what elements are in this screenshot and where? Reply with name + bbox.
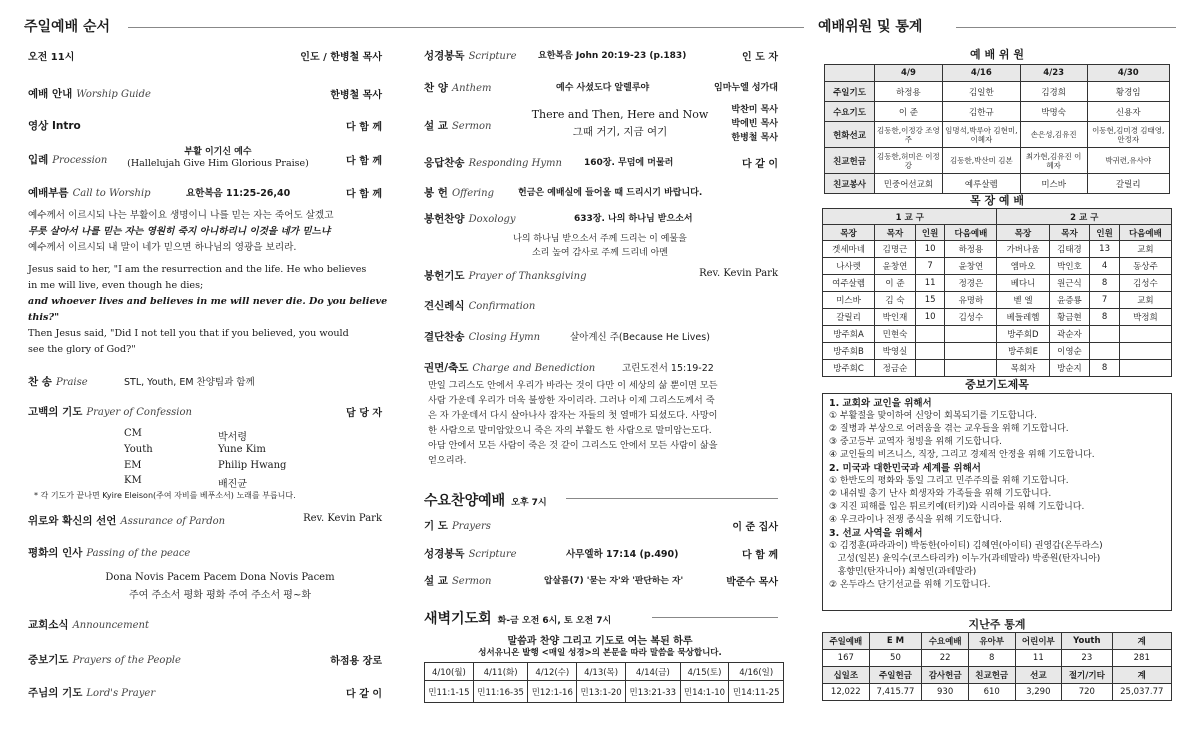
order-item-right: 다 같 이 <box>346 689 382 700</box>
mokjang-cell: 미스바 <box>823 292 875 309</box>
stats-value: 8 <box>968 650 1015 667</box>
committee-cell: 이 준 <box>875 102 943 122</box>
mokjang-cell: 갈릴리 <box>823 309 875 326</box>
mokjang-cell: 유명하 <box>945 292 997 309</box>
prayer-item: ④ 우크라이나 전쟁 종식을 위해 기도합니다. <box>829 515 1003 525</box>
order-item: 찬 양 Anthem <box>424 82 492 94</box>
mokjang-cell: 이 준 <box>875 275 916 292</box>
mokjang-cell: 8 <box>1090 309 1120 326</box>
mokjang-cell <box>945 343 997 360</box>
scripture-ref: 요한복음 John 20:19-23 (p.183) <box>538 51 687 61</box>
order-item-right: 한병철 목사 <box>330 90 382 101</box>
stats-header: 계 <box>1112 633 1171 650</box>
dawn-ref: 민13:21-33 <box>626 681 681 703</box>
mokjang-cell <box>1090 343 1120 360</box>
dawn-ref: 민14:11-25 <box>729 681 784 703</box>
dawn-ref: 민13:1-20 <box>577 681 626 703</box>
mokjang-cell <box>915 360 945 377</box>
committee-cell: 임명석,박루아 김현미,이혜자 <box>942 122 1020 148</box>
mokjang-cell: 박영실 <box>875 343 916 360</box>
stats-header: 주일헌금 <box>869 667 922 684</box>
preacher: 박에빈 목사 <box>731 119 778 129</box>
mokjang-group: 1 교 구 <box>823 209 997 225</box>
hymn-number: 160장. 무덤에 머물러 <box>584 158 674 168</box>
order-item: 견신례식 Confirmation <box>424 300 536 312</box>
scripture-en: Jesus said to her, "I am the resurrection and the life. He who believes in me will live, even though he dies; and whoever lives and believes in me will never die. Do you believe this?" Then Jesus said, "Did I not tell you that if you believed, you would see the glory of God?" <box>28 264 388 355</box>
committee-title: 예 배 위 원 <box>970 48 1024 61</box>
order-item-right: 임마누엘 성가대 <box>714 83 778 93</box>
stats-header: 어린이부 <box>1015 633 1062 650</box>
mokjang-cell: 10 <box>915 309 945 326</box>
order-item: 고백의 기도 Prayer of Confession <box>28 406 192 418</box>
stats-value: 3,290 <box>1015 684 1062 701</box>
order-item-right: 인 도 자 <box>742 52 778 63</box>
stats-value: 50 <box>869 650 922 667</box>
mokjang-cell: 방주회A <box>823 326 875 343</box>
stats-header: Youth <box>1062 633 1112 650</box>
mokjang-cell: 방주회C <box>823 360 875 377</box>
stats-value: 930 <box>922 684 969 701</box>
mokjang-table <box>822 208 1172 377</box>
confession-group: Youth <box>124 444 153 455</box>
committee-cell: 황경임 <box>1087 82 1170 102</box>
mokjang-cell <box>915 326 945 343</box>
confession-group: EM <box>124 460 142 471</box>
offering-note: 헌금은 예배실에 들어올 때 드리시기 바랍니다. <box>518 188 703 198</box>
mokjang-header: 다음예배 <box>945 225 997 241</box>
sermon-title-ko: 그때 거기, 지금 여기 <box>572 126 668 138</box>
service-leader: 인도 / 한병철 목사 <box>300 52 382 63</box>
stats-header: E M <box>869 633 922 650</box>
order-item: 주님의 기도 Lord's Prayer <box>28 687 156 699</box>
mokjang-cell <box>1119 343 1171 360</box>
mokjang-cell: 여주살렘 <box>823 275 875 292</box>
mokjang-cell: 11 <box>915 275 945 292</box>
confession-name: Yune Kim <box>218 444 266 455</box>
committee-cell: 민중어선교회 <box>875 174 943 194</box>
mokjang-cell: 하정용 <box>945 241 997 258</box>
order-item-right: 다 함 께 <box>346 189 382 200</box>
dawn-date: 4/10(월) <box>425 663 474 681</box>
mokjang-cell: 김성수 <box>1119 275 1171 292</box>
section-rule <box>956 27 1176 28</box>
mokjang-cell: 방주회B <box>823 343 875 360</box>
committee-date: 4/23 <box>1020 65 1087 82</box>
committee-cell: 김동한,박산미 김본 <box>942 148 1020 174</box>
mokjang-cell <box>945 360 997 377</box>
preacher: 한병철 목사 <box>731 133 778 143</box>
doxology-hymn: 633장. 나의 하나님 받으소서 <box>574 214 693 224</box>
committee-cell: 하정용 <box>875 82 943 102</box>
section-title-wednesday: 수요찬양예배 오후 7시 <box>424 493 547 509</box>
sermon-title-en: There and Then, Here and Now <box>531 108 709 121</box>
mokjang-cell: 겟세마네 <box>823 241 875 258</box>
praise-detail: STL, Youth, EM 찬양팀과 함께 <box>124 377 255 388</box>
committee-cell: 미스바 <box>1020 174 1087 194</box>
wed-sermon: 압살롬(7) '묻는 자'와 '판단하는 자' <box>544 576 684 586</box>
procession-title: 부활 이기신 예수 <box>184 147 252 157</box>
preacher: 박찬미 목사 <box>731 105 778 115</box>
stats-value: 22 <box>922 650 969 667</box>
order-item: 설 교 Sermon <box>424 575 492 587</box>
dawn-date: 4/12(수) <box>528 663 577 681</box>
stats-header: 수요예배 <box>922 633 969 650</box>
mokjang-header: 인원 <box>915 225 945 241</box>
dawn-date: 4/14(금) <box>626 663 681 681</box>
mokjang-cell: 벧 엘 <box>997 292 1049 309</box>
stats-value: 281 <box>1112 650 1171 667</box>
mokjang-cell: 이영순 <box>1049 343 1090 360</box>
committee-cell: 최가현,김유진 이혜자 <box>1020 148 1087 174</box>
charge-text: 만일 그리스도 안에서 우리가 바라는 것이 다만 이 세상의 삶 뿐이면 모든 사람 가운데 우리가 더욱 불쌍한 자이리라. 그러나 이제 그리스도께서 죽 은 자 가운데서 다시 살아나사 잠자는 자들의 첫 열매가 되셨도다. 사망이 한 사람으로 말미암았으니 죽은 자의 부활도 한 사람으로 말미암는도다. 아담 안에서 모든 사람이 죽은 것 같이 그리스도 안에서 모든 사람이 삶을 얻으리라. <box>428 380 718 466</box>
prayer-item: ④ 교인들의 비즈니스, 직장, 그리고 경제적 안정을 위해 기도합니다. <box>829 450 1095 460</box>
peace-line: Dona Novis Pacem Pacem Dona Novis Pacem <box>105 572 335 583</box>
stats-value: 7,415.77 <box>869 684 922 701</box>
dawn-table <box>424 662 784 703</box>
mokjang-header: 목장 <box>823 225 875 241</box>
mokjang-cell: 7 <box>1090 292 1120 309</box>
committee-date: 4/9 <box>875 65 943 82</box>
doxology-line: 나의 하나님 받으소서 주께 드리는 이 예물을 <box>513 234 687 244</box>
prayer-item: ② 온두라스 단기선교를 위해 기도합니다. <box>829 580 991 590</box>
mokjang-cell: 윤창연 <box>875 258 916 275</box>
mokjang-cell: 윤창연 <box>945 258 997 275</box>
dawn-ref: 민12:1-16 <box>528 681 577 703</box>
mokjang-cell: 민현숙 <box>875 326 916 343</box>
prayer-item: 고성(일본) 윤익수(코스타리카) 이누가(과테말라) 박종원(탄자니아) <box>829 554 1101 564</box>
mokjang-cell: 목회자 <box>997 360 1049 377</box>
order-item: 위로와 확신의 선언 Assurance of Pardon <box>28 515 226 527</box>
mokjang-group: 2 교 구 <box>997 209 1172 225</box>
stats-value: 23 <box>1062 650 1112 667</box>
confession-group: CM <box>124 428 142 439</box>
prayer-item: ① 부활절을 맞이하여 신앙이 회복되기를 기도합니다. <box>829 411 1037 421</box>
order-item-right: 이 준 집사 <box>732 522 778 533</box>
prayer-section-heading: 2. 미국과 대한민국과 세계를 위해서 <box>829 463 981 474</box>
committee-cell: 이동현,김미경 김태영,안정자 <box>1087 122 1170 148</box>
prayer-item: ② 질병과 부상으로 어려움을 겪는 교우들을 위해 기도합니다. <box>829 424 1069 434</box>
prayer-item: ② 내쉬빌 총기 난사 희생자와 가족들을 위해 기도합니다. <box>829 489 1052 499</box>
prayer-item: 홍향민(탄자니아) 최형민(과테말라) <box>829 567 977 577</box>
stats-value: 11 <box>1015 650 1062 667</box>
order-item: 중보기도 Prayers of the People <box>28 654 181 666</box>
stats-value: 610 <box>968 684 1015 701</box>
committee-role: 친교봉사 <box>825 174 875 194</box>
prayer-item: ③ 지진 피해를 입은 튀르키예(터키)와 시리아를 위해 기도합니다. <box>829 502 1085 512</box>
confession-name: Philip Hwang <box>218 460 287 471</box>
anthem-title: 예수 사셨도다 알렐루야 <box>556 83 650 93</box>
mokjang-cell: 박인호 <box>1049 258 1090 275</box>
prayer-item: ① 한반도의 평화와 통일 그리고 민주주의를 위해 기도합니다. <box>829 476 1069 486</box>
committee-cell: 박명숙 <box>1020 102 1087 122</box>
order-item-right: 다 함 께 <box>346 122 382 133</box>
committee-date: 4/16 <box>942 65 1020 82</box>
section-title-sunday: 주일예배 순서 <box>24 19 111 35</box>
order-item: 설 교 Sermon <box>424 120 492 132</box>
mokjang-cell: 김명근 <box>875 241 916 258</box>
committee-cell: 신용자 <box>1087 102 1170 122</box>
committee-table <box>824 64 1170 194</box>
section-rule <box>128 27 804 28</box>
prayer-box <box>822 393 1172 611</box>
mokjang-cell <box>1119 326 1171 343</box>
committee-cell: 김동한,이정강 조영주 <box>875 122 943 148</box>
order-item-right: Rev. Kevin Park <box>303 513 382 524</box>
stats-header: 선교 <box>1015 667 1062 684</box>
mokjang-cell <box>945 326 997 343</box>
committee-cell: 김일한 <box>942 82 1020 102</box>
mokjang-cell: 4 <box>1090 258 1120 275</box>
stats-header: 주일예배 <box>823 633 870 650</box>
order-item-right: 박준수 목사 <box>726 577 778 588</box>
committee-role: 주일기도 <box>825 82 875 102</box>
dawn-line: 성서유니온 발행 <매일 성경>의 본문을 따라 말씀을 묵상합니다. <box>478 648 722 658</box>
committee-cell: 김한규 <box>942 102 1020 122</box>
mokjang-cell: 윤증룡 <box>1049 292 1090 309</box>
mokjang-cell <box>1119 360 1171 377</box>
section-rule <box>566 498 778 499</box>
mokjang-cell: 교회 <box>1119 241 1171 258</box>
stats-header: 감사헌금 <box>922 667 969 684</box>
stats-header: 계 <box>1112 667 1171 684</box>
confession-group: KM <box>124 475 142 486</box>
stats-header: 유아부 <box>968 633 1015 650</box>
procession-subtitle: (Hallelujah Give Him Glorious Praise) <box>127 158 309 169</box>
call-scripture: 요한복음 11:25-26,40 <box>186 188 291 199</box>
section-rule <box>652 617 778 618</box>
mokjang-cell: 엠마오 <box>997 258 1049 275</box>
order-item: 찬 송 Praise <box>28 376 88 388</box>
mokjang-header: 인원 <box>1090 225 1120 241</box>
doxology-line: 소리 높여 감사로 주께 드리네 아멘 <box>531 248 669 258</box>
section-title-dawn: 새벽기도회 화-금 오전 6시, 토 오전 7시 <box>424 611 612 627</box>
committee-cell: 갈릴리 <box>1087 174 1170 194</box>
stats-value: 167 <box>823 650 870 667</box>
committee-cell: 예루살렘 <box>942 174 1020 194</box>
charge-ref: 고린도전서 15:19-22 <box>622 363 714 374</box>
order-item: 응답찬송 Responding Hymn <box>424 157 562 169</box>
order-item: 결단찬송 Closing Hymn <box>424 331 541 343</box>
peace-line: 주여 주소서 평화 평화 주여 주소서 평~화 <box>128 590 311 601</box>
mokjang-cell: 원근식 <box>1049 275 1090 292</box>
order-item-right: Rev. Kevin Park <box>699 268 778 279</box>
dawn-ref: 민11:1-15 <box>425 681 474 703</box>
committee-role: 수요기도 <box>825 102 875 122</box>
mokjang-cell: 김태경 <box>1049 241 1090 258</box>
mokjang-cell: 나사렛 <box>823 258 875 275</box>
mokjang-cell: 방주회D <box>997 326 1049 343</box>
dawn-date: 4/11(화) <box>473 663 528 681</box>
mokjang-cell: 15 <box>915 292 945 309</box>
mokjang-cell: 8 <box>1090 275 1120 292</box>
stats-header: 십일조 <box>823 667 870 684</box>
dawn-date: 4/15(토) <box>680 663 729 681</box>
order-item: 평화의 인사 Passing of the peace <box>28 547 191 559</box>
mokjang-cell: 황금현 <box>1049 309 1090 326</box>
mokjang-cell: 베들레헴 <box>997 309 1049 326</box>
committee-cell: 손은성,김유진 <box>1020 122 1087 148</box>
confession-note: * 각 기도가 끝나면 Kyire Eleison(주여 자비를 베푸소서) 노래를 부릅니다. <box>34 491 296 500</box>
dawn-ref: 민11:16-35 <box>473 681 528 703</box>
committee-date: 4/30 <box>1087 65 1170 82</box>
prayer-title: 중보기도제목 <box>965 378 1029 391</box>
mokjang-header: 다음예배 <box>1119 225 1171 241</box>
stats-header: 절기/기타 <box>1062 667 1112 684</box>
order-item: 입례 Procession <box>28 154 108 166</box>
section-title-committee: 예배위원 및 통계 <box>818 19 923 35</box>
order-item: 예배 안내 Worship Guide <box>28 88 151 100</box>
stats-value: 25,037.77 <box>1112 684 1171 701</box>
confession-name: 배진균 <box>218 479 247 490</box>
mokjang-header: 목자 <box>1049 225 1090 241</box>
mokjang-cell: 김성수 <box>945 309 997 326</box>
order-item: 예배부름 Call to Worship <box>28 187 151 199</box>
prayer-section-heading: 1. 교회와 교인을 위해서 <box>829 398 932 409</box>
order-item-right: 하점용 장로 <box>330 656 382 667</box>
order-item-right: 담 당 자 <box>346 408 382 419</box>
mokjang-header: 목장 <box>997 225 1049 241</box>
dawn-date: 4/16(일) <box>729 663 784 681</box>
mokjang-cell: 교회 <box>1119 292 1171 309</box>
prayer-item: ① 김정훈(파라과이) 박동한(아이티) 김혜연(아이티) 권영갑(온두라스) <box>829 541 1103 551</box>
mokjang-cell: 10 <box>915 241 945 258</box>
mokjang-cell: 곽순자 <box>1049 326 1090 343</box>
mokjang-cell: 동상주 <box>1119 258 1171 275</box>
committee-role: 헌화선교 <box>825 122 875 148</box>
scripture-ko: 예수께서 이르시되 나는 부활이요 생명이니 나를 믿는 자는 죽어도 살겠고 무릇 살아서 나를 믿는 자는 영원히 죽지 아니하리니 이것을 네가 믿느냐 예수께서 이르시되 내 말이 네가 믿으면 하나님의 영광을 보리라. <box>28 210 334 253</box>
committee-cell: 김동한,허미은 이정강 <box>875 148 943 174</box>
mokjang-cell: 13 <box>1090 241 1120 258</box>
order-item-right: 다 함 께 <box>742 550 778 561</box>
mokjang-cell: 가버나움 <box>997 241 1049 258</box>
order-item: 권면/축도 Charge and Benediction <box>424 362 596 374</box>
order-item: 봉 헌 Offering <box>424 187 494 199</box>
order-item: 성경봉독 Scripture <box>424 548 517 560</box>
prayer-item: ③ 중고등부 교역자 청빙을 위해 기도합니다. <box>829 437 1003 447</box>
prayer-section-heading: 3. 선교 사역을 위해서 <box>829 528 923 539</box>
service-time: 오전 11시 <box>28 52 75 63</box>
mokjang-cell <box>915 343 945 360</box>
mokjang-cell: 정금순 <box>875 360 916 377</box>
committee-role: 친교헌금 <box>825 148 875 174</box>
stats-value: 12,022 <box>823 684 870 701</box>
mokjang-cell: 베다니 <box>997 275 1049 292</box>
mokjang-cell: 방주회E <box>997 343 1049 360</box>
stats-table <box>822 632 1172 701</box>
mokjang-cell: 방순지 <box>1049 360 1090 377</box>
dawn-date: 4/13(목) <box>577 663 626 681</box>
confession-name: 박서령 <box>218 432 247 443</box>
mokjang-cell: 8 <box>1090 360 1120 377</box>
mokjang-cell <box>1090 326 1120 343</box>
order-item: 교회소식 Announcement <box>28 619 149 631</box>
order-item: 봉헌찬양 Doxology <box>424 213 516 225</box>
closing-hymn: 살아계신 주(Because He Lives) <box>570 332 710 343</box>
order-item-right: 다 함 께 <box>346 156 382 167</box>
committee-cell: 김경희 <box>1020 82 1087 102</box>
stats-title: 지난주 통계 <box>968 618 1026 631</box>
committee-cell: 박귀련,유사야 <box>1087 148 1170 174</box>
mokjang-cell: 박인재 <box>875 309 916 326</box>
mokjang-cell: 정경은 <box>945 275 997 292</box>
mokjang-cell: 박정희 <box>1119 309 1171 326</box>
mokjang-title: 목 장 예 배 <box>970 194 1024 207</box>
dawn-line: 말씀과 찬양 그리고 기도로 여는 복된 하루 <box>507 636 693 647</box>
order-item: 영상 Intro <box>28 120 81 132</box>
dawn-ref: 민14:1-10 <box>680 681 729 703</box>
order-item: 성경봉독 Scripture <box>424 50 517 62</box>
order-item: 봉헌기도 Prayer of Thanksgiving <box>424 270 587 282</box>
mokjang-cell: 7 <box>915 258 945 275</box>
wed-scripture: 사무엘하 17:14 (p.490) <box>566 549 679 560</box>
stats-value: 720 <box>1062 684 1112 701</box>
mokjang-cell: 김 숙 <box>875 292 916 309</box>
stats-header: 친교헌금 <box>968 667 1015 684</box>
order-item-right: 다 같 이 <box>742 159 778 170</box>
order-item: 기 도 Prayers <box>424 520 491 532</box>
mokjang-header: 목자 <box>875 225 916 241</box>
